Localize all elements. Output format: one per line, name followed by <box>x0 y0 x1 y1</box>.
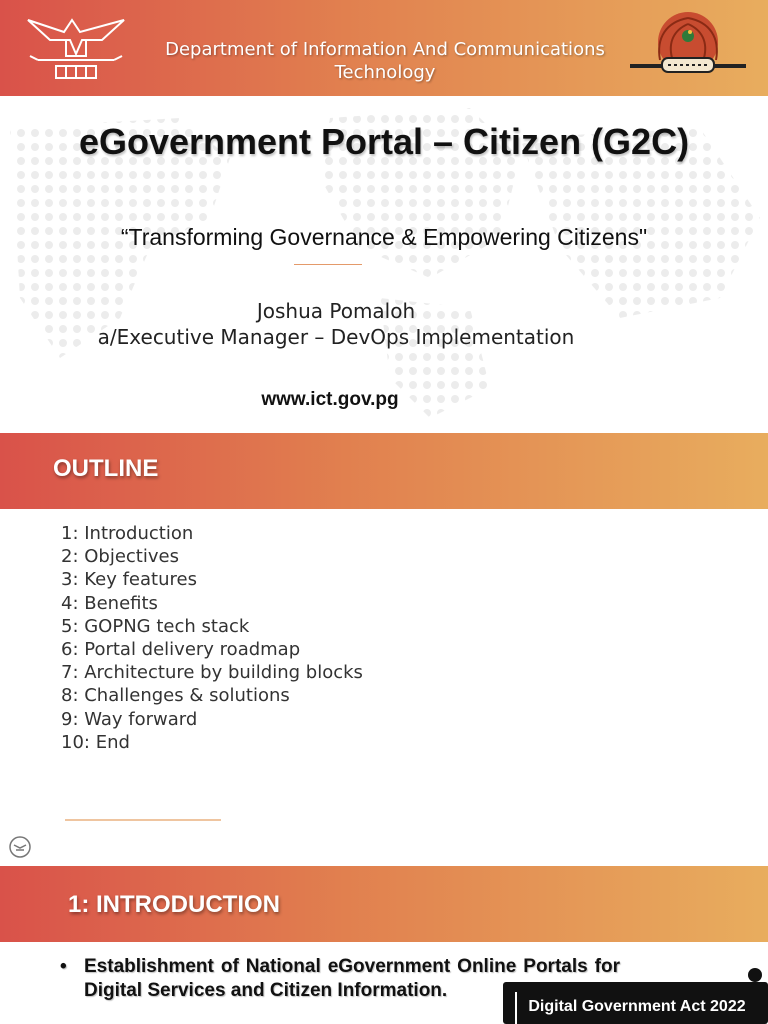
national-emblem-icon <box>20 10 132 86</box>
list-item: 4: Benefits <box>61 592 158 614</box>
list-item: 7: Architecture by building blocks <box>61 662 363 684</box>
list-item: 3: Key features <box>61 569 197 591</box>
presenter-name: Joshua Pomaloh <box>256 299 416 323</box>
bullet-marker: • <box>60 956 67 977</box>
list-item: 8: Challenges & solutions <box>61 685 290 707</box>
bullet-text: Establishment of National eGovernment Online Portals for Digital Services and Citizen Information. <box>84 956 620 1001</box>
list-item: 5: GOPNG tech stack <box>61 615 250 637</box>
website-link[interactable]: www.ict.gov.pg <box>261 389 399 410</box>
presentation-tagline: “Transforming Governance & Empowering Citizens" <box>120 224 648 250</box>
list-item: 10: End <box>61 731 130 753</box>
list-item: 1: Introduction <box>61 523 194 544</box>
presenter-role: a/Executive Manager – DevOps Implementation <box>97 325 575 349</box>
list-item: 2: Objectives <box>61 546 179 568</box>
digital-government-act-callout <box>503 982 768 1024</box>
seal-icon <box>8 835 32 859</box>
title-divider <box>294 264 362 265</box>
bird-of-paradise-emblem-icon <box>626 8 750 88</box>
presentation-title: eGovernment Portal – Citizen (G2C) <box>78 121 690 162</box>
callout-label: Digital Government Act 2022 <box>528 998 746 1015</box>
outline-heading: OUTLINE <box>53 455 159 482</box>
introduction-heading: 1: INTRODUCTION <box>68 891 280 918</box>
info-icon <box>748 968 762 982</box>
outline-divider <box>65 819 221 821</box>
list-item: 9: Way forward <box>61 708 198 730</box>
outline-list <box>61 522 363 754</box>
list-item: 6: Portal delivery roadmap <box>61 639 301 661</box>
department-name: Department of Information And Communications Technology <box>165 39 605 83</box>
presenter-block <box>40 298 632 350</box>
